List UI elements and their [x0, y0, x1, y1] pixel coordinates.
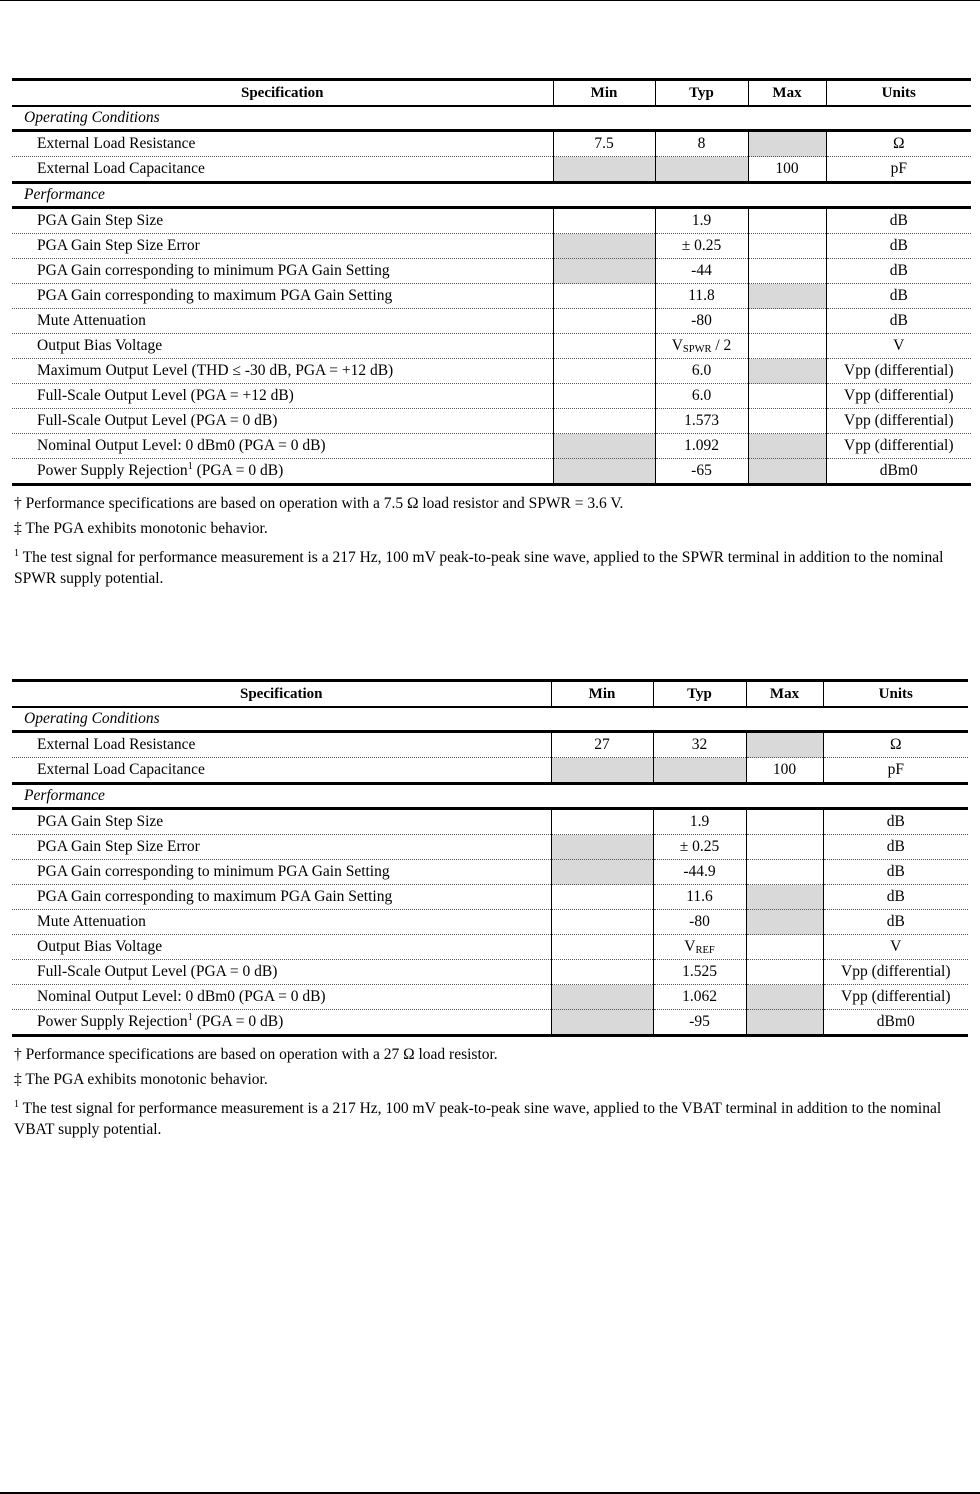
min-value-empty [553, 334, 655, 359]
min-value-na [553, 234, 655, 259]
typ-value: -44 [655, 259, 748, 284]
max-value-na [746, 985, 823, 1010]
header-specification: Specification [12, 80, 553, 107]
spec-name: PGA Gain Step Size Error [12, 835, 551, 860]
typ-value: 6.0 [655, 359, 748, 384]
min-value-empty [553, 384, 655, 409]
table-row [12, 309, 971, 334]
table-row [12, 960, 968, 985]
table-row [12, 208, 971, 234]
section-label: Operating Conditions [12, 106, 971, 131]
unit: dB [826, 234, 971, 259]
min-value-empty [553, 359, 655, 384]
typ-value: -65 [655, 459, 748, 485]
typ-value-na [655, 157, 748, 183]
table-row [12, 809, 968, 835]
spec-name: External Load Resistance [12, 732, 551, 758]
max-value-na [746, 910, 823, 935]
max-value-empty [748, 309, 826, 334]
max-value-empty [746, 935, 823, 960]
footnote-double-dagger: ‡ The PGA exhibits monotonic behavior. [14, 1071, 268, 1088]
typ-value: 1.573 [655, 409, 748, 434]
spec-name: PGA Gain corresponding to minimum PGA Gain Setting [12, 259, 553, 284]
table-2-footnotes [12, 1044, 968, 1140]
table-row [12, 935, 968, 960]
header-min: Min [551, 681, 653, 708]
max-value-empty [746, 960, 823, 985]
footnote-1-mark: 1 [14, 548, 19, 559]
unit: V [826, 334, 971, 359]
footnote-mark: 1 [187, 461, 193, 473]
min-value-na [551, 758, 653, 784]
spec-table-1-block [12, 78, 971, 593]
typ-value: -80 [653, 910, 746, 935]
unit: dB [826, 259, 971, 284]
section-operating-conditions [12, 707, 968, 732]
footnote-1 [14, 1094, 968, 1140]
spec-name: Maximum Output Level (THD ≤ -30 dB, PGA = +12 dB) [12, 359, 553, 384]
footnote-mark: 1 [187, 1012, 193, 1024]
min-value-empty [553, 208, 655, 234]
table-row [12, 885, 968, 910]
unit: dBm0 [823, 1010, 968, 1036]
typ-value [653, 935, 746, 960]
typ-value: 1.525 [653, 960, 746, 985]
footnote-1-mark: 1 [14, 1099, 19, 1110]
footnote-1-text: The test signal for performance measurement is a 217 Hz, 100 mV peak-to-peak sine wave, applied to the VBAT terminal in addition to the nominal VBAT supply potential. [14, 1100, 942, 1139]
table-row [12, 131, 971, 157]
header-min: Min [553, 80, 655, 107]
footnote-double-dagger: ‡ The PGA exhibits monotonic behavior. [14, 520, 268, 537]
typ-value: ± 0.25 [655, 234, 748, 259]
header-units: Units [823, 681, 968, 708]
typ-value: 1.9 [653, 809, 746, 835]
footnote-1-text: The test signal for performance measurement is a 217 Hz, 100 mV peak-to-peak sine wave, applied to the SPWR terminal in addition to the nominal SPWR supply potential. [14, 549, 944, 588]
min-value: 27 [551, 732, 653, 758]
table-row [12, 359, 971, 384]
min-value-na [553, 459, 655, 485]
section-operating-conditions [12, 106, 971, 131]
page-top-rule [0, 0, 980, 1]
table-row [12, 459, 971, 485]
unit: dB [826, 208, 971, 234]
table-row [12, 732, 968, 758]
max-value-empty [748, 234, 826, 259]
spec-name: Nominal Output Level: 0 dBm0 (PGA = 0 dB) [12, 985, 551, 1010]
min-value-na [551, 1010, 653, 1036]
min-value-empty [551, 960, 653, 985]
max-value-na [746, 1010, 823, 1036]
unit: dBm0 [826, 459, 971, 485]
unit: dB [826, 284, 971, 309]
unit: dB [823, 860, 968, 885]
max-value-empty [748, 208, 826, 234]
typ-value [655, 334, 748, 359]
min-value-na [551, 835, 653, 860]
spec-name: PGA Gain Step Size [12, 208, 553, 234]
spec-name: External Load Resistance [12, 131, 553, 157]
header-typ: Typ [653, 681, 746, 708]
typ-value: 1.062 [653, 985, 746, 1010]
min-value-empty [551, 885, 653, 910]
unit: Ω [823, 732, 968, 758]
section-label: Performance [12, 784, 968, 809]
header-row [12, 681, 968, 708]
header-max: Max [746, 681, 823, 708]
spec-name: Full-Scale Output Level (PGA = +12 dB) [12, 384, 553, 409]
max-value-na [748, 434, 826, 459]
table-row [12, 384, 971, 409]
spec-name [12, 1010, 551, 1036]
typ-value: -80 [655, 309, 748, 334]
max-value-na [746, 885, 823, 910]
table-row [12, 284, 971, 309]
footnote-dagger: † Performance specifications are based on operation with a 7.5 Ω load resistor and SPWR = 3.6 V. [14, 495, 624, 512]
max-value-na [748, 459, 826, 485]
typ-subscript: SPWR [682, 344, 712, 355]
table-row [12, 234, 971, 259]
unit: Vpp (differential) [826, 409, 971, 434]
table-row [12, 334, 971, 359]
spec-name: PGA Gain corresponding to maximum PGA Gain Setting [12, 885, 551, 910]
spec-name [12, 459, 553, 485]
max-value-empty [746, 860, 823, 885]
typ-value: 8 [655, 131, 748, 157]
unit: dB [823, 835, 968, 860]
table-row [12, 985, 968, 1010]
unit: Vpp (differential) [826, 359, 971, 384]
typ-value: 11.8 [655, 284, 748, 309]
unit: Vpp (differential) [823, 960, 968, 985]
min-value-empty [553, 409, 655, 434]
section-label: Operating Conditions [12, 707, 968, 732]
psr-label: Power Supply Rejection [37, 1013, 188, 1031]
max-value: 100 [746, 758, 823, 784]
max-value-empty [746, 809, 823, 835]
typ-value: -95 [653, 1010, 746, 1036]
psr-label: Power Supply Rejection [37, 462, 188, 480]
spec-table-1 [12, 78, 971, 486]
unit: pF [823, 758, 968, 784]
typ-value: 11.6 [653, 885, 746, 910]
table-row [12, 157, 971, 183]
header-row [12, 80, 971, 107]
header-specification: Specification [12, 681, 551, 708]
table-1-footnotes [12, 493, 971, 589]
section-performance [12, 784, 968, 809]
header-max: Max [748, 80, 826, 107]
table-row [12, 758, 968, 784]
max-value-empty [748, 384, 826, 409]
section-performance [12, 183, 971, 208]
unit: dB [823, 910, 968, 935]
max-value: 100 [748, 157, 826, 183]
spec-name: PGA Gain Step Size Error [12, 234, 553, 259]
typ-value: 1.9 [655, 208, 748, 234]
typ-main: V [671, 337, 683, 354]
unit: Vpp (differential) [823, 985, 968, 1010]
psr-condition: (PGA = 0 dB) [192, 1013, 284, 1031]
max-value-na [746, 732, 823, 758]
max-value-empty [748, 334, 826, 359]
typ-value: ± 0.25 [653, 835, 746, 860]
spec-name: PGA Gain corresponding to maximum PGA Gain Setting [12, 284, 553, 309]
table-row [12, 434, 971, 459]
table-row [12, 259, 971, 284]
min-value-empty [551, 910, 653, 935]
typ-value-na [653, 758, 746, 784]
spec-table-2 [12, 679, 968, 1037]
spec-name: External Load Capacitance [12, 758, 551, 784]
max-value-na [748, 131, 826, 157]
typ-value: 32 [653, 732, 746, 758]
min-value-na [553, 259, 655, 284]
min-value-empty [551, 935, 653, 960]
spec-name: Mute Attenuation [12, 910, 551, 935]
section-label: Performance [12, 183, 971, 208]
unit: dB [826, 309, 971, 334]
spec-name: Nominal Output Level: 0 dBm0 (PGA = 0 dB) [12, 434, 553, 459]
max-value-empty [748, 259, 826, 284]
unit: V [823, 935, 968, 960]
unit: dB [823, 809, 968, 835]
spec-name: Full-Scale Output Level (PGA = 0 dB) [12, 409, 553, 434]
min-value-empty [551, 809, 653, 835]
max-value-na [748, 284, 826, 309]
typ-value: 6.0 [655, 384, 748, 409]
min-value-na [553, 157, 655, 183]
table-row [12, 1010, 968, 1036]
footnote-1 [14, 543, 971, 589]
unit: Ω [826, 131, 971, 157]
min-value-na [551, 985, 653, 1010]
table-row [12, 860, 968, 885]
spec-name: External Load Capacitance [12, 157, 553, 183]
unit: Vpp (differential) [826, 384, 971, 409]
spec-name: Mute Attenuation [12, 309, 553, 334]
spec-name: Full-Scale Output Level (PGA = 0 dB) [12, 960, 551, 985]
max-value-empty [746, 835, 823, 860]
typ-value: -44.9 [653, 860, 746, 885]
unit: Vpp (differential) [826, 434, 971, 459]
table-row [12, 910, 968, 935]
max-value-na [748, 359, 826, 384]
header-typ: Typ [655, 80, 748, 107]
unit: dB [823, 885, 968, 910]
typ-subscript: REF [695, 945, 715, 956]
spec-name: Output Bias Voltage [12, 334, 553, 359]
table-row [12, 835, 968, 860]
header-units: Units [826, 80, 971, 107]
min-value: 7.5 [553, 131, 655, 157]
table-row [12, 409, 971, 434]
typ-value: 1.092 [655, 434, 748, 459]
footnote-dagger: † Performance specifications are based on operation with a 27 Ω load resistor. [14, 1046, 498, 1063]
unit: pF [826, 157, 971, 183]
spec-name: PGA Gain corresponding to minimum PGA Gain Setting [12, 860, 551, 885]
min-value-na [551, 860, 653, 885]
max-value-empty [748, 409, 826, 434]
typ-main: V [684, 938, 696, 955]
psr-condition: (PGA = 0 dB) [192, 462, 284, 480]
spec-name: PGA Gain Step Size [12, 809, 551, 835]
spec-name: Output Bias Voltage [12, 935, 551, 960]
min-value-na [553, 434, 655, 459]
spec-table-2-block [12, 679, 968, 1144]
min-value-empty [553, 309, 655, 334]
typ-suffix: / 2 [711, 337, 732, 354]
min-value-empty [553, 284, 655, 309]
